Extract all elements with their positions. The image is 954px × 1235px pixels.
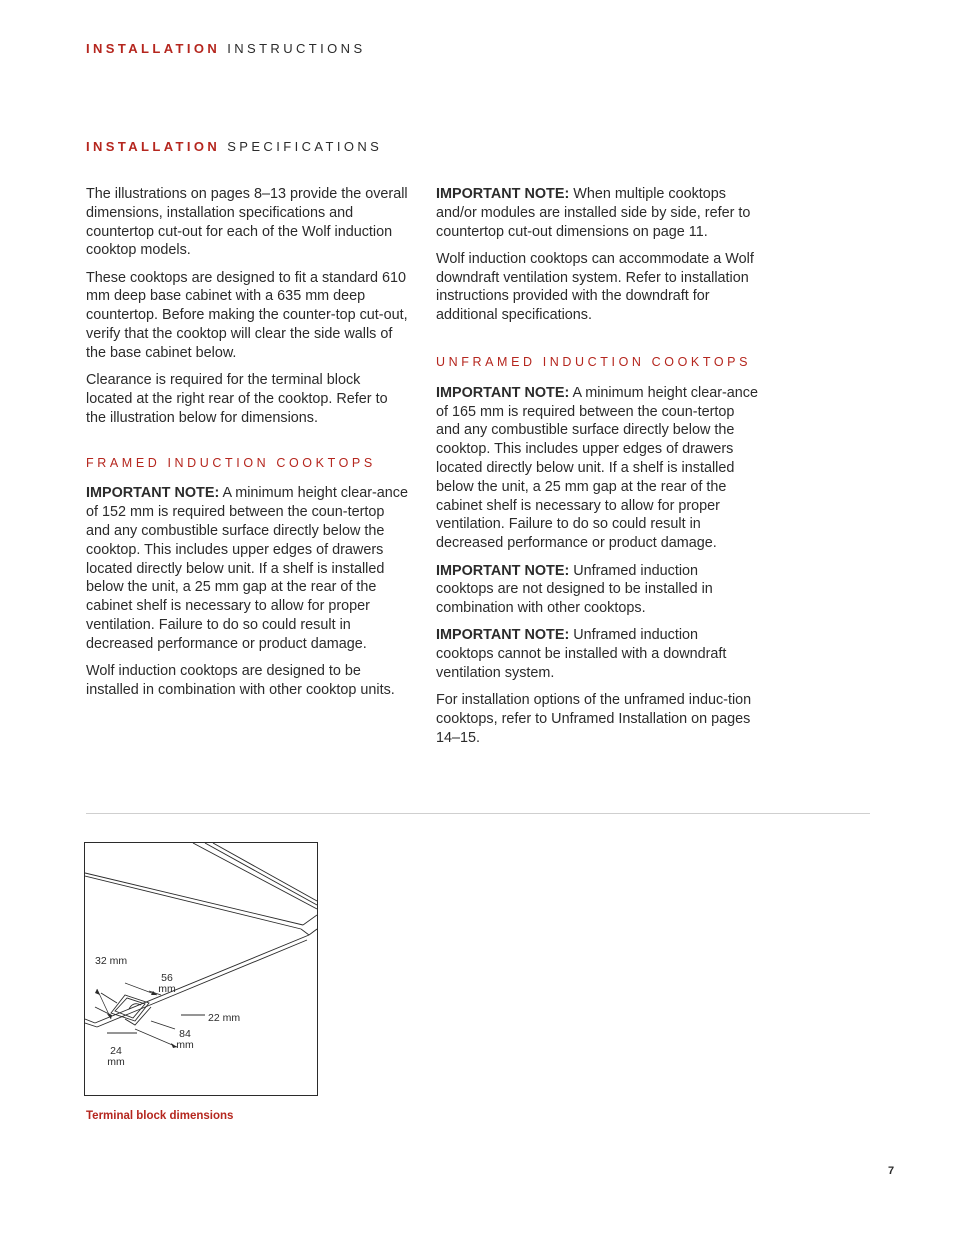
section-divider — [86, 813, 870, 814]
unframed-note — [436, 384, 758, 553]
note4-label: IMPORTANT NOTE: — [436, 627, 570, 644]
note4-text: Unframed induction cooktops cannot be installed with a downdraft ventilation system. — [436, 627, 727, 682]
dim-22: 22 mm — [208, 1012, 241, 1024]
framed-heading: FRAMED INDUCTION COOKTOPS — [86, 455, 376, 470]
running-header — [86, 41, 366, 56]
dim-84-unit: mm — [176, 1039, 194, 1051]
note2-label: IMPORTANT NOTE: — [436, 384, 570, 401]
framed-note — [86, 484, 408, 653]
note3-label: IMPORTANT NOTE: — [436, 562, 570, 579]
dim-56-unit: mm — [158, 983, 176, 995]
page-number: 7 — [888, 1165, 895, 1177]
unframed-heading: UNFRAMED INDUCTION COOKTOPS — [436, 355, 752, 370]
note3-text: Unframed induction cooktops are not designed to be installed in combination with other cooktops. — [436, 562, 713, 617]
section-title — [86, 139, 382, 154]
multiple-cooktops-note — [436, 185, 758, 241]
dim-56-value: 56 — [161, 972, 173, 984]
unframed-downdraft-note — [436, 626, 758, 682]
right-column — [436, 185, 758, 756]
header-bold: INSTALLATION — [86, 41, 221, 56]
header-rest: INSTRUCTIONS — [227, 41, 366, 56]
dim-84-value: 84 — [179, 1028, 191, 1040]
figure-caption: Terminal block dimensions — [86, 1110, 234, 1122]
downdraft-paragraph: Wolf induction cooktops can accommodate a Wolf downdraft ventilation system. Refer to installation instructions provided with the downdraft for additional specifications. — [436, 250, 754, 324]
dim-24-unit: mm — [107, 1056, 125, 1068]
unframed-options-paragraph: For installation options of the unframed induc-tion cooktops, refer to Unframed Installation on pages 14–15. — [436, 692, 752, 746]
dim-32: 32 mm — [95, 955, 128, 967]
clearance-paragraph: Clearance is required for the terminal block located at the right rear of the cooktop. Refer to the illustration below for dimensions. — [86, 372, 388, 426]
note2-text: A minimum height clear-ance of 165 mm is required between the coun-tertop and any combustible surface directly below the cooktop. This includes upper edges of drawers located directly below unit. If a shelf is installed below the unit, a 25 mm gap at the rear of the cabinet shelf is necessary to allow for proper ventilation. Failure to do so could result in decreased performance or product damage. — [436, 384, 758, 552]
combination-paragraph: Wolf induction cooktops are designed to be installed in combination with other cooktop units. — [86, 663, 395, 698]
unframed-combination-note — [436, 562, 758, 618]
framed-note-text: A minimum height clear-ance of 152 mm is required between the coun-tertop and any combustible surface directly below the cooktop. This includes upper edges of drawers located directly below unit. If a shelf is installed below the unit, a 25 mm gap at the rear of the cabinet shelf is necessary to allow for proper ventilation. Failure to do so could result in decreased performance or product damage. — [86, 485, 408, 652]
terminal-block-figure — [84, 842, 318, 1096]
note1-label: IMPORTANT NOTE: — [436, 186, 570, 202]
left-column — [86, 185, 408, 708]
intro-paragraph: The illustrations on pages 8–13 provide the overall dimensions, installation specifications and countertop cut-out for each of the Wolf induction cooktop models. — [86, 186, 408, 259]
cabinet-paragraph: These cooktops are designed to fit a standard 610 mm deep base cabinet with a 635 mm deep countertop. Before making the counter-top cut-out, verify that the cooktop will clear the side walls of the base cabinet below. — [86, 269, 408, 361]
note1-text: When multiple cooktops and/or modules are installed side by side, refer to countertop cut-out dimensions on page 11. — [436, 186, 751, 240]
dim-24-value: 24 — [110, 1045, 122, 1057]
section-title-rest: SPECIFICATIONS — [227, 139, 383, 154]
section-title-bold: INSTALLATION — [86, 139, 221, 154]
framed-note-label: IMPORTANT NOTE: — [86, 485, 220, 502]
